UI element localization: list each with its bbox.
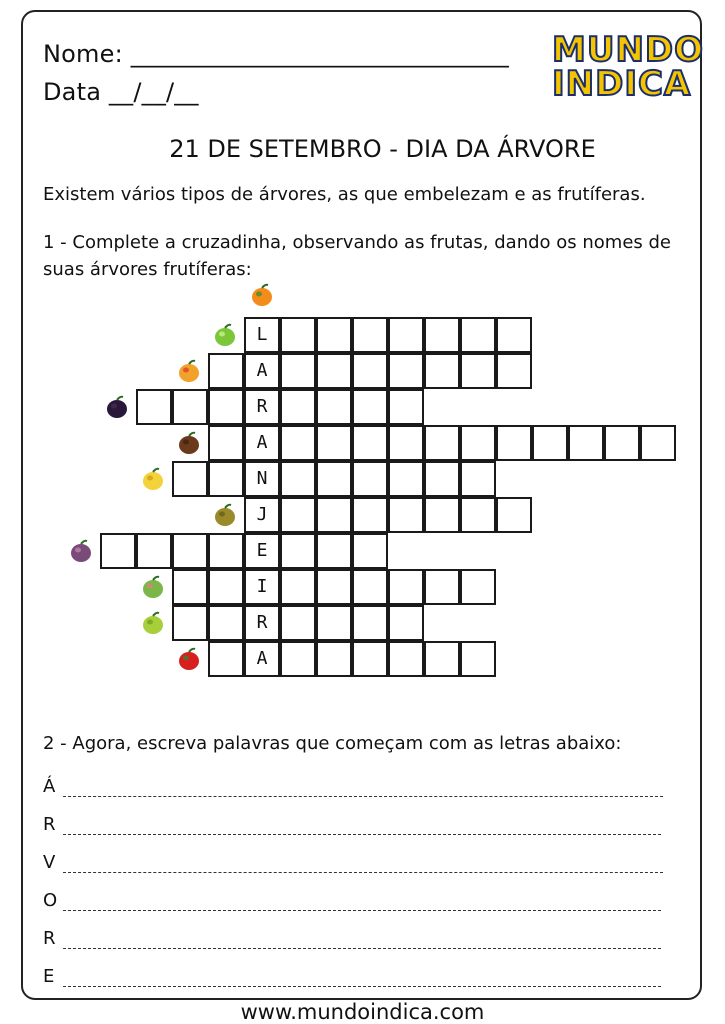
logo-word-indica: INDICA	[552, 64, 692, 104]
crossword-cell[interactable]	[316, 497, 352, 533]
crossword-cell[interactable]	[136, 389, 172, 425]
mango-icon	[175, 357, 203, 385]
crossword-cell[interactable]	[352, 317, 388, 353]
crossword-cell[interactable]	[172, 569, 208, 605]
crossword-cell[interactable]	[388, 389, 424, 425]
answer-line-letter: Á	[43, 776, 56, 797]
mundo-indica-logo	[550, 30, 705, 104]
crossword-cell[interactable]	[388, 641, 424, 677]
pear-icon	[211, 501, 239, 529]
answer-line-rule	[63, 986, 661, 987]
crossword-cell[interactable]	[208, 389, 244, 425]
crossword-cell[interactable]	[280, 353, 316, 389]
guava-icon	[139, 573, 167, 601]
crossword-cell[interactable]	[424, 317, 460, 353]
crossword-key-cell: A	[244, 425, 280, 461]
crossword-cell[interactable]	[388, 569, 424, 605]
crossword-cell[interactable]	[388, 605, 424, 641]
crossword-key-cell: N	[244, 461, 280, 497]
crossword-cell[interactable]	[496, 497, 532, 533]
crossword-cell[interactable]	[460, 461, 496, 497]
crossword-cell[interactable]	[424, 641, 460, 677]
crossword-cell[interactable]	[208, 569, 244, 605]
answer-line-rule	[63, 796, 663, 797]
answer-line-letter: V	[43, 852, 56, 873]
crossword-cell[interactable]	[388, 461, 424, 497]
crossword-cell[interactable]	[460, 569, 496, 605]
crossword-key-cell: L	[244, 317, 280, 353]
crossword-cell[interactable]	[316, 569, 352, 605]
date-field-label: Data __/__/__	[43, 78, 199, 106]
crossword-cell[interactable]	[640, 425, 676, 461]
crossword-cell[interactable]	[208, 533, 244, 569]
crossword-cell[interactable]	[352, 605, 388, 641]
crossword-cell[interactable]	[280, 569, 316, 605]
crossword-cell[interactable]	[316, 605, 352, 641]
crossword-cell[interactable]	[280, 461, 316, 497]
crossword-cell[interactable]	[496, 425, 532, 461]
crossword-cell[interactable]	[316, 389, 352, 425]
crossword-cell[interactable]	[280, 533, 316, 569]
crossword-cell[interactable]	[424, 569, 460, 605]
crossword-cell[interactable]	[316, 317, 352, 353]
crossword-cell[interactable]	[604, 425, 640, 461]
crossword-cell[interactable]	[208, 641, 244, 677]
crossword-cell[interactable]	[172, 389, 208, 425]
answer-line-rule	[63, 910, 661, 911]
logo-word-mundo: MUNDO	[552, 30, 705, 70]
fig-icon	[67, 537, 95, 565]
crossword-cell[interactable]	[280, 389, 316, 425]
crossword-cell[interactable]	[316, 425, 352, 461]
crossword-cell[interactable]	[352, 497, 388, 533]
intro-text: Existem vários tipos de árvores, as que embelezam e as frutíferas.	[43, 184, 646, 205]
crossword-cell[interactable]	[208, 353, 244, 389]
crossword-cell[interactable]	[280, 605, 316, 641]
crossword-cell[interactable]	[388, 497, 424, 533]
crossword-cell[interactable]	[352, 461, 388, 497]
question-1: 1 - Complete a cruzadinha, observando as frutas, dando os nomes de suas árvores frutíferas:	[43, 232, 672, 280]
question-2: 2 - Agora, escreva palavras que começam com as letras abaixo:	[43, 733, 622, 754]
answer-line-letter: E	[43, 966, 55, 987]
crossword-cell[interactable]	[460, 353, 496, 389]
crossword-key-cell: R	[244, 605, 280, 641]
crossword-cell[interactable]	[388, 353, 424, 389]
name-field-label: Nome: _______________________________	[43, 40, 509, 68]
crossword-key-cell: R	[244, 389, 280, 425]
crossword-cell[interactable]	[352, 641, 388, 677]
crossword-cell[interactable]	[424, 425, 460, 461]
crossword-cell[interactable]	[352, 569, 388, 605]
crossword-cell[interactable]	[424, 497, 460, 533]
footer-url: www.mundoindica.com	[240, 1000, 485, 1024]
crossword-cell[interactable]	[460, 425, 496, 461]
crossword-key-cell: A	[244, 353, 280, 389]
crossword-key-cell: E	[244, 533, 280, 569]
crossword-cell[interactable]	[100, 533, 136, 569]
crossword-cell[interactable]	[208, 425, 244, 461]
crossword-cell[interactable]	[172, 533, 208, 569]
crossword-cell[interactable]	[424, 461, 460, 497]
crossword-cell[interactable]	[352, 533, 388, 569]
crossword-cell[interactable]	[568, 425, 604, 461]
crossword-cell[interactable]	[136, 533, 172, 569]
crossword-cell[interactable]	[172, 461, 208, 497]
crossword-cell[interactable]	[352, 425, 388, 461]
green-pear-icon	[139, 609, 167, 637]
answer-line-letter: R	[43, 814, 56, 835]
crossword-cell[interactable]	[280, 425, 316, 461]
answer-line-rule	[63, 948, 661, 949]
answer-line-letter: O	[43, 890, 58, 911]
crossword-cell[interactable]	[388, 425, 424, 461]
answer-line-letter: R	[43, 928, 56, 949]
crossword-cell[interactable]	[316, 641, 352, 677]
clove-icon	[175, 429, 203, 457]
answer-line-rule	[63, 834, 661, 835]
crossword-cell[interactable]	[280, 497, 316, 533]
crossword-cell[interactable]	[388, 317, 424, 353]
lime-icon	[211, 321, 239, 349]
banana-icon	[139, 465, 167, 493]
page-title: 21 DE SETEMBRO - DIA DA ÁRVORE	[169, 135, 596, 163]
crossword-key-cell: I	[244, 569, 280, 605]
crossword-cell[interactable]	[496, 353, 532, 389]
crossword-cell[interactable]	[532, 425, 568, 461]
crossword-cell[interactable]	[316, 533, 352, 569]
crossword-key-cell: A	[244, 641, 280, 677]
crossword-cell[interactable]	[352, 353, 388, 389]
crossword-cell[interactable]	[280, 641, 316, 677]
answer-line-rule	[63, 872, 663, 873]
orange-icon	[248, 281, 276, 309]
crossword-cell[interactable]	[316, 461, 352, 497]
crossword-cell[interactable]	[172, 605, 208, 641]
crossword-cell[interactable]	[460, 317, 496, 353]
crossword-cell[interactable]	[352, 389, 388, 425]
crossword-cell[interactable]	[208, 461, 244, 497]
crossword-cell[interactable]	[460, 641, 496, 677]
crossword-cell[interactable]	[496, 317, 532, 353]
crossword-cell[interactable]	[280, 317, 316, 353]
crossword-cell[interactable]	[316, 353, 352, 389]
apple-icon	[175, 645, 203, 673]
crossword-cell[interactable]	[208, 605, 244, 641]
crossword-cell[interactable]	[424, 353, 460, 389]
blackberry-icon	[103, 393, 131, 421]
crossword-cell[interactable]	[460, 497, 496, 533]
crossword-key-cell: J	[244, 497, 280, 533]
